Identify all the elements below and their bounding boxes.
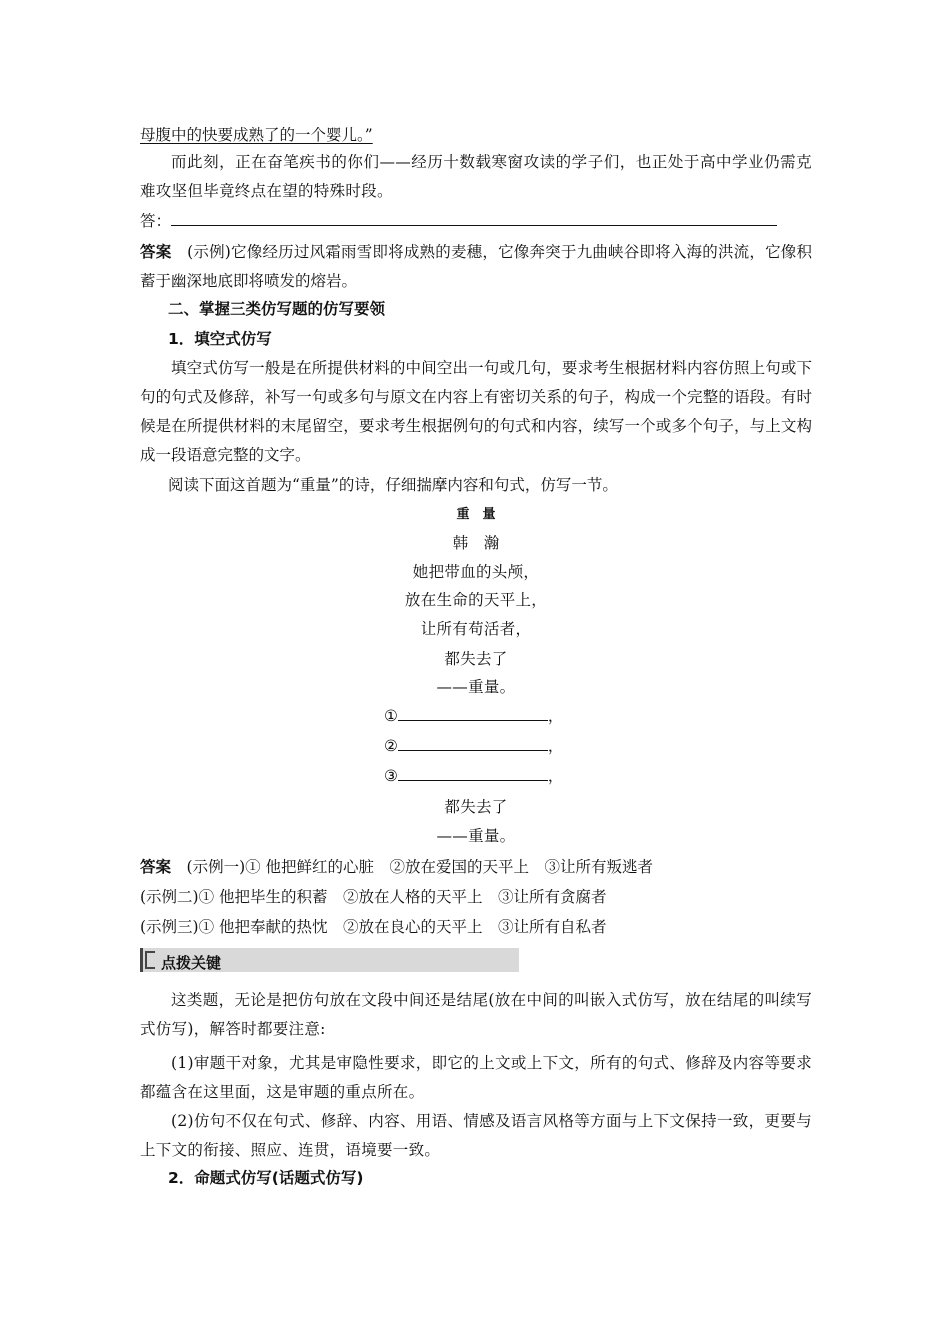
answer-2-line-3: (示例三)① 他把奉献的热忱 ②放在良心的天平上 ③让所有自私者 bbox=[140, 918, 607, 936]
tip-paragraph-3: (2)仿句不仅在句式、修辞、内容、用语、情感及语言风格等方面与上下文保持一致，更要与上下文的衔接、照应、连贯，语境要一致。 bbox=[140, 1112, 812, 1159]
answer-blank[interactable] bbox=[171, 225, 777, 226]
paragraph-instruction: 阅读下面这首题为“重量”的诗，仔细揣摩内容和句式，仿写一节。 bbox=[168, 476, 618, 494]
answer-1-text: (示例)它像经历过风霜雨雪即将成熟的麦穗，它像奔突于九曲峡谷即将入海的洪流，它像积蓄于幽深地底即将喷发的熔岩。 bbox=[140, 243, 812, 290]
answer-1 bbox=[140, 238, 812, 296]
blank-number: ① bbox=[384, 707, 398, 725]
poem-end-line: ——重量。 bbox=[436, 827, 516, 845]
poem-line: 她把带血的头颅， bbox=[412, 563, 540, 581]
tip-banner bbox=[140, 948, 519, 972]
answer-2-line-1 bbox=[140, 860, 653, 876]
answer-line bbox=[140, 214, 777, 230]
tip-paragraph-2: (1)审题干对象，尤其是审隐性要求，即它的上文或上下文，所有的句式、修辞及内容等要求都蕴含在这里面，这是审题的重点所在。 bbox=[140, 1054, 812, 1101]
blank-1-field[interactable] bbox=[398, 720, 548, 721]
paragraph-fill-blank: 填空式仿写一般是在所提供材料的中间空出一句或几句，要求考生根据材料内容仿照上句或下句的句式及修辞，补写一句或多句与原文在内容上有密切关系的句子，构成一个完整的语段。有时候是在所提供材料的末尾留空，要求考生根据例句的句式和内容，续写一个或多个句子，与上文构成一段语意完整的文字。 bbox=[140, 359, 812, 464]
poem-blank-2 bbox=[384, 739, 563, 755]
blank-suffix: ， bbox=[547, 707, 564, 725]
paragraph-context: 而此刻，正在奋笔疾书的你们——经历十数载寒窗攻读的学子们，也正处于高中学业仍需克难攻坚但毕竟终点在望的特殊时段。 bbox=[140, 153, 812, 200]
sub-1-heading: 1．填空式仿写 bbox=[168, 330, 272, 348]
poem-author: 韩 瀚 bbox=[452, 534, 500, 552]
answer-2-line-2: (示例二)① 他把毕生的积蓄 ②放在人格的天平上 ③让所有贪腐者 bbox=[140, 888, 607, 906]
poem-line: 放在生命的天平上， bbox=[404, 591, 548, 609]
poem-line: 都失去了 bbox=[444, 650, 508, 668]
answer-2-label: 答案 bbox=[140, 858, 172, 876]
poem-blank-1 bbox=[384, 709, 563, 725]
bracket-icon bbox=[145, 951, 155, 969]
blank-number: ③ bbox=[384, 767, 398, 785]
answer-1-label: 答案 bbox=[140, 243, 172, 261]
poem-end-line: 都失去了 bbox=[444, 798, 508, 816]
poem-blank-3 bbox=[384, 769, 563, 785]
blank-2-field[interactable] bbox=[398, 750, 548, 751]
answer-2-text: (示例一)① 他把鲜红的心脏 ②放在爱国的天平上 ③让所有叛逃者 bbox=[186, 858, 654, 876]
paragraph-quote-end: 母腹中的快要成熟了的一个婴儿。” bbox=[140, 126, 373, 144]
answer-prompt: 答： bbox=[140, 212, 172, 230]
blank-3-field[interactable] bbox=[398, 780, 548, 781]
tip-banner-label: 点拨关键 bbox=[161, 954, 222, 972]
section-2-heading: 二、掌握三类仿写题的仿写要领 bbox=[168, 300, 386, 318]
poem-line: 让所有苟活者， bbox=[420, 620, 532, 638]
blank-number: ② bbox=[384, 737, 398, 755]
poem-line: ——重量。 bbox=[436, 678, 516, 696]
blank-suffix: ， bbox=[547, 767, 564, 785]
poem-title: 重 量 bbox=[456, 507, 496, 522]
tip-paragraph-1: 这类题，无论是把仿句放在文段中间还是结尾(放在中间的叫嵌入式仿写，放在结尾的叫续写式仿写)，解答时都要注意: bbox=[140, 991, 812, 1038]
sub-2-heading: 2．命题式仿写(话题式仿写) bbox=[168, 1169, 364, 1187]
blank-suffix: ， bbox=[547, 737, 564, 755]
